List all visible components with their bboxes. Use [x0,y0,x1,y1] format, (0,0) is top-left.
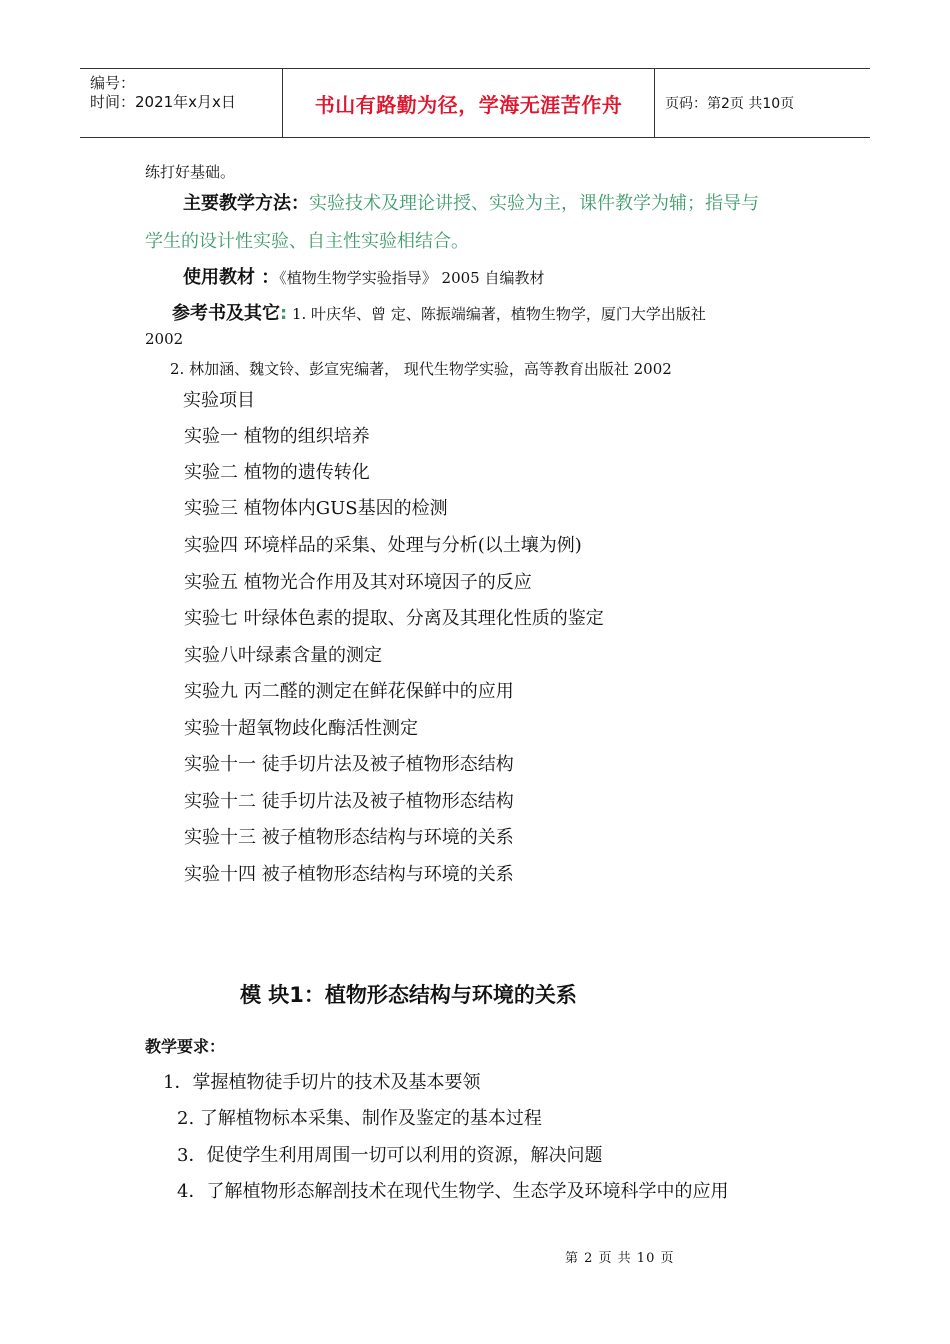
experiment-item: 实验十超氧物歧化酶活性测定 [184,718,418,739]
page-footer: 第 2 页 共 10 页 [565,1251,675,1266]
reference-1-year: 2002 [145,330,184,348]
header-motto-cell [283,69,655,137]
reference-colon: : [280,303,288,324]
teaching-method-text-2: 学生的设计性实验、自主性实验相结合。 [145,231,469,252]
experiment-item: 实验九 丙二醛的测定在鲜花保鲜中的应用 [184,681,514,702]
continuation-text: 练打好基础。 [145,163,236,181]
header-motto: 书山有路勤为径，学海无涯苦作舟 [314,92,623,117]
reference-line-1 [172,299,706,325]
header-number-label: 编号： [90,74,136,92]
reference-1-text: 1. 叶庆华、曾 定、陈振端编著，植物生物学，厦门大学出版社 [287,305,706,323]
reference-label: 参考书及其它 [172,303,280,324]
teaching-method-text-1: 实验技术及理论讲授、实验为主，课件教学为辅；指导与 [309,193,759,214]
experiment-item: 实验七 叶绿体色素的提取、分离及其理化性质的鉴定 [184,608,604,629]
experiment-item: 实验五 植物光合作用及其对环境因子的反应 [184,572,532,593]
header-time-label: 时间：2021年x月x日 [90,93,236,111]
experiment-item: 实验十三 被子植物形态结构与环境的关系 [184,827,514,848]
experiment-item: 实验一 植物的组织培养 [184,426,370,447]
experiment-item: 实验二 植物的遗传转化 [184,462,370,483]
experiment-item: 实验十一 徒手切片法及被子植物形态结构 [184,754,514,775]
header-meta-cell [80,69,283,137]
experiments-title: 实验项目 [183,390,255,411]
textbook-label: 使用教材 ： [183,267,280,288]
experiment-item: 实验八叶绿素含量的测定 [184,645,382,666]
experiment-item: 实验十四 被子植物形态结构与环境的关系 [184,864,514,885]
teaching-method-line-1 [183,189,759,215]
requirement-item: 2. 了解植物标本采集、制作及鉴定的基本过程 [177,1108,542,1129]
requirement-item: 1．掌握植物徒手切片的技术及基本要领 [163,1072,481,1093]
textbook-text: 《植物生物学实验指导》 2005 自编教材 [279,269,545,287]
textbook-line [183,263,545,289]
teaching-method-label: 主要教学方法： [183,193,309,214]
requirements-label: 教学要求： [145,1037,226,1056]
module-title: 模 块1：植物形态结构与环境的关系 [240,983,577,1007]
experiment-item: 实验十二 徒手切片法及被子植物形态结构 [184,791,514,812]
header-page-info: 页码：第2页 共10页 [665,96,795,112]
experiment-item: 实验四 环境样品的采集、处理与分析(以土壤为例) [184,535,582,556]
requirement-item: 4．了解植物形态解剖技术在现代生物学、生态学及环境科学中的应用 [177,1181,729,1202]
reference-2-text: 2. 林加涵、魏文铃、彭宣宪编著， 现代生物学实验，高等教育出版社 2002 [170,360,672,378]
requirement-item: 3．促使学生利用周围一切可以利用的资源，解决问题 [177,1145,603,1166]
page-header-table [80,68,870,138]
header-page-cell [655,69,870,137]
experiment-item: 实验三 植物体内GUS基因的检测 [184,498,448,519]
